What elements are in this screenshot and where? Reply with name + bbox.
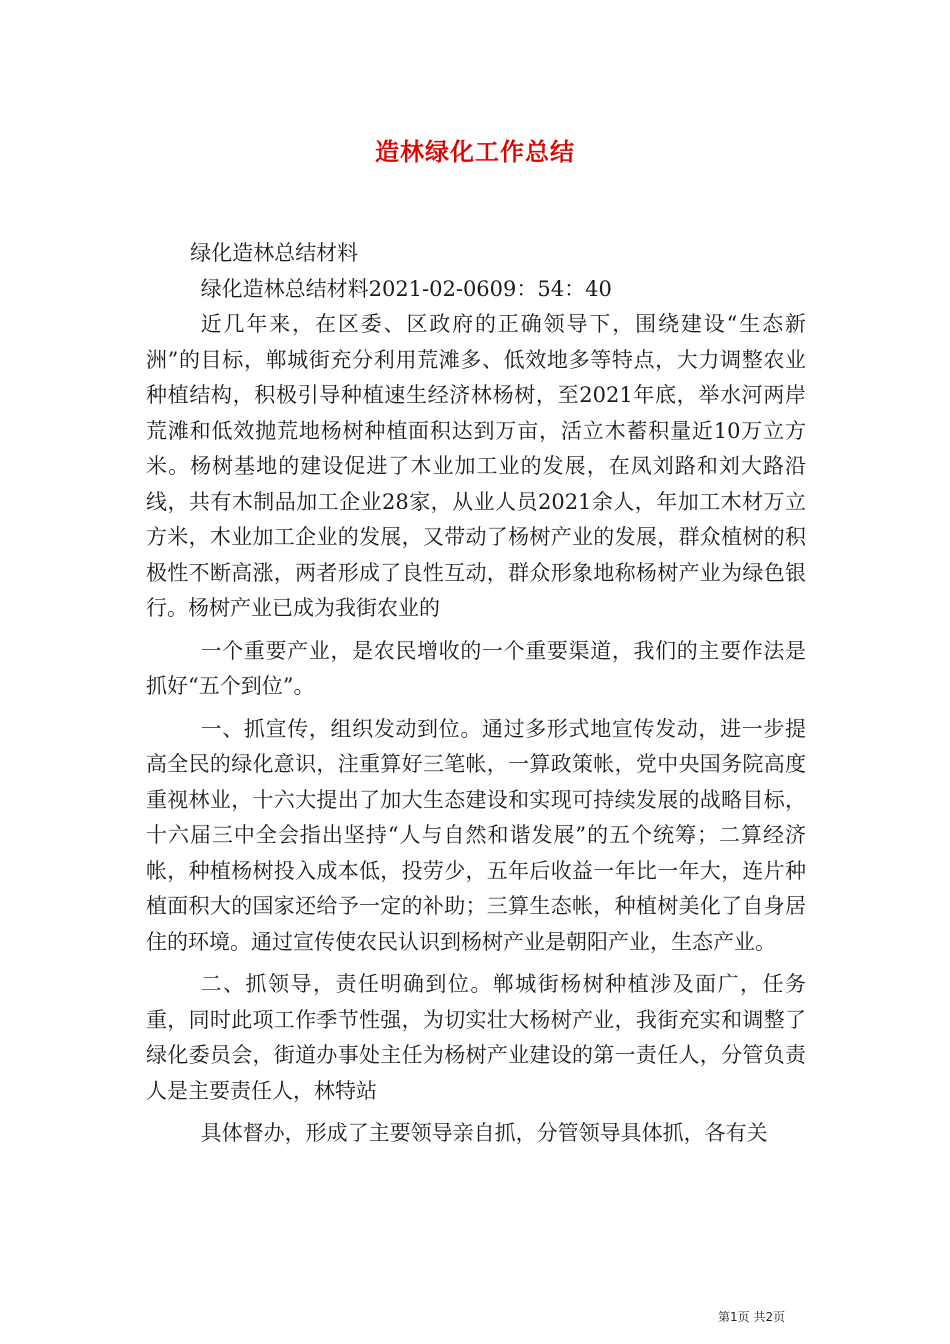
page-number-footer: 第1页 共2页 — [718, 1310, 786, 1324]
paragraph-2: 一个重要产业，是农民增收的一个重要渠道，我们的主要作法是抓好“五个到位”。 — [146, 638, 806, 698]
document-body — [146, 236, 806, 1152]
subtitle-line: 绿化造林总结材料 — [190, 241, 359, 265]
paragraph-3: 一、抓宣传，组织发动到位。通过多形式地宣传发动，进一步提高全民的绿化意识，注重算好三笔帐，一算政策帐，党中央国务院高度重视林业，十六大提出了加大生态建设和实现可持续发展的战略目标，十六届三中全会指出坚持“人与自然和谐发展”的五个统筹；二算经济帐，种植杨树投入成本低，投劳少，五年后收益一年比一年大，连片种植面积大的国家还给予一定的补助；三算生态帐，种植树美化了自身居住的环境。通过宣传使农民认识到杨树产业是朝阳产业，生态产业。 — [146, 716, 806, 954]
paragraph-4: 二、抓领导，责任明确到位。郸城街杨树种植涉及面广，任务重，同时此项工作季节性强，为切实壮大杨树产业，我街充实和调整了绿化委员会，街道办事处主任为杨树产业建设的第一责任人，分管负责人是主要责任人，林特站 — [146, 972, 806, 1103]
meta-line: 绿化造林总结材料2021-02-0609：54：40 — [200, 276, 612, 301]
paragraph-1: 近几年来，在区委、区政府的正确领导下，围绕建设“生态新洲”的目标，郸城街充分利用荒滩多、低效地多等特点，大力调整农业种植结构，积极引导种植速生经济林杨树，至2021年底，举水河两岸荒滩和低效抛荒地杨树种植面积达到万亩，活立木蓄积量近10万立方米。杨树基地的建设促进了木业加工业的发展，在凤刘路和刘大路沿线，共有木制品加工企业28家，从业人员2021余人，年加工木材万立方米，木业加工企业的发展，又带动了杨树产业的发展，群众植树的积极性不断高涨，两者形成了良性互动，群众形象地称杨树产业为绿色银行。杨树产业已成为我街农业的 — [146, 312, 806, 620]
paragraph-5: 具体督办，形成了主要领导亲自抓，分管领导具体抓，各有关 — [200, 1121, 768, 1145]
document-title: 造林绿化工作总结 — [375, 138, 575, 166]
